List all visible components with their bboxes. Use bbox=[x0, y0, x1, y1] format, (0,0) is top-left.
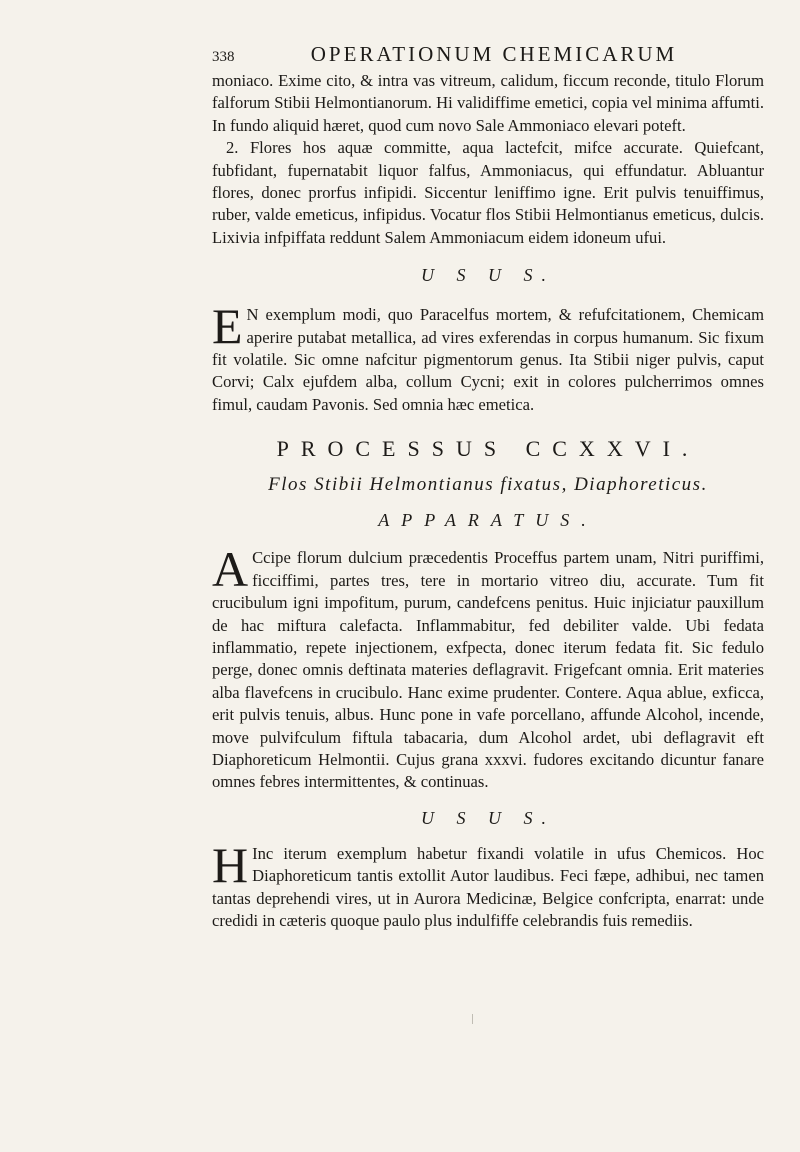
running-head bbox=[212, 42, 764, 68]
process-paragraph bbox=[212, 541, 764, 793]
text-column bbox=[212, 42, 764, 932]
page-number: 338 bbox=[212, 49, 235, 65]
process-title: PROCESSUS CCXXVI. bbox=[276, 436, 700, 462]
apparatus-heading: APPARATUS. bbox=[378, 510, 598, 531]
paragraph-continuation: moniaco. Exime cito, & intra vas vitreum, calidum, ficcum reconde, titulo Florum falforum Stibii Helmontianorum. Hi validiffime emetici, copia vel minima affumti. In fundo aliquid hæret, quod cum novo Sale Ammoniaco elevari poteft. bbox=[212, 71, 764, 135]
drop-cap: E bbox=[212, 298, 243, 355]
drop-cap: A bbox=[212, 541, 249, 598]
usus-heading-2: U S U S. bbox=[421, 807, 555, 828]
paragraph-2: 2. Flores hos aquæ committe, aqua lactefcit, mifce accurate. Quiefcant, fubfidant, fupernatabit liquor falfus, Ammoniacus, qui effundatur. Abluantur flores, donec prorfus infipidi. Siccentur leniffimo igne. Erit pulvis tenuiffimus, ruber, valde emeticus, infipidus. Vocatur flos Stibii Helmontianus emeticus, dulcis. Lixivia infpiffata reddunt Salem Ammoniacum eidem idoneum ufui. bbox=[212, 138, 764, 247]
ink-mark bbox=[472, 1014, 479, 1024]
drop-cap: H bbox=[212, 836, 249, 893]
usus-text: N exemplum modi, quo Paracelfus mortem, & refufcitationem, Chemicam aperire putabat metallica, ad vires exferendas in corpus humanum. Sic fixum fit volatile. Sic omne nafcitur pigmentorum genus. Ita Stibii niger pulvis, caput Corvi; Calx ejufdem alba, collum Cycni; exit in colores pulcherrimos omnes fimul, caudam Pavonis. Sed omnia hæc emetica. bbox=[212, 305, 764, 414]
process-text: Ccipe florum dulcium præcedentis Proceffus partem unam, Nitri puriffimi, ficciffimi, partes tres, tere in mortario vitreo diu, accurate. Tum fit crucibulum igni impofitum, purum, candefcens penitus. Huic injiciatur pauxillum de hac miftura calefacta. Inflammabitur, fed debiliter valde. Ubi fedata inflammatio, repete injectionem, exfpecta, donec iterum fedata fit. Sic fedulo perge, donec omnis deftinata materies deflagravit. Frigefcant omnia. Erit materies alba flavefcens in crucibulo. Hanc exime prudenter. Contere. Aqua ablue, exficca, erit pulvis tenuis, albus. Hunc pone in vafe porcellano, affunde Alcohol, incende, move pulvifculum fiftula tabacaria, dum Alcohol ardet, ubi deflagravit eft Diaphoreticum Helmontii. Cujus grana xxxvi. fudores excitando dicuntur fanare omnes febres intermittentes, & continuas. bbox=[212, 548, 764, 792]
usus-paragraph-2 bbox=[212, 836, 764, 933]
usus-heading: U S U S. bbox=[421, 265, 555, 286]
usus-text-2: Inc iterum exemplum habetur fixandi volatile in ufus Chemicos. Hoc Diaphoreticum tantis extollit Autor laudibus. Feci fæpe, adhibui, nec tamen tantas deprehendi vires, ut in Aurora Medicinæ, Belgice confcripta, enarrat: unde credidi in cæteris quoque paulo plus indulfiffe celebrandis fuis remediis. bbox=[212, 843, 764, 930]
usus-paragraph bbox=[212, 298, 764, 416]
process-subtitle: Flos Stibii Helmontianus fixatus, Diaphoreticus. bbox=[268, 474, 708, 496]
running-title: OPERATIONUM CHEMICARUM bbox=[310, 42, 678, 66]
